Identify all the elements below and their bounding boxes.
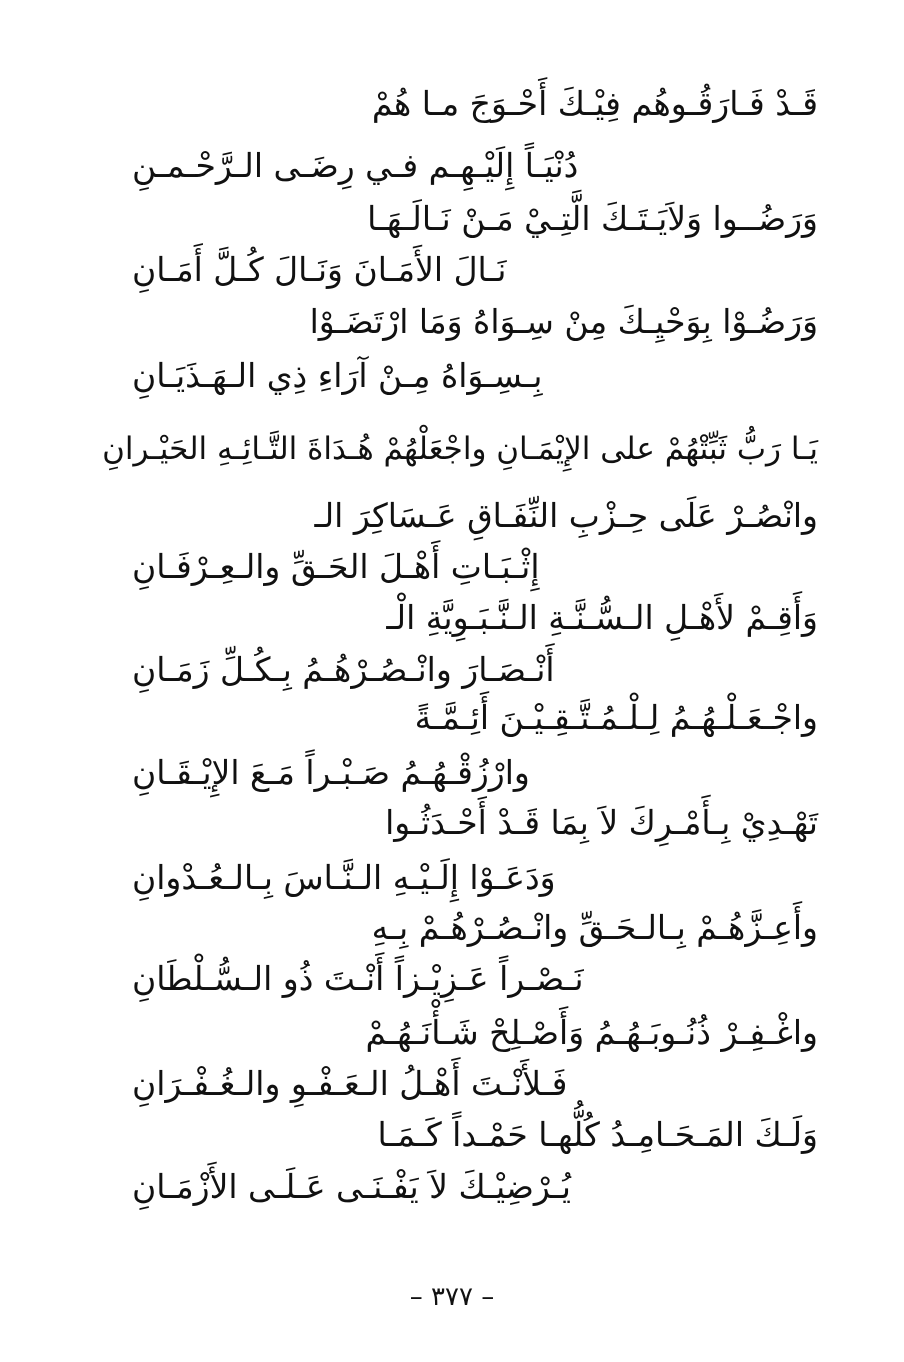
verse-line-15: وَدَعَـوْا إِلَـيْـهِ الـنَّـاسَ بِـالـعُـدْوانِ (132, 858, 556, 897)
verse-line-16: وأَعِـزَّهُـمْ بِـالـحَـقِّ وانْـصُـرْهُـمْ بِـهِ (371, 908, 818, 947)
verse-line-12: واجْـعَـلْـهُـمُ لِـلْـمُـتَّـقِـيْـنَ أَئِـمَّـةً (414, 698, 818, 737)
verse-line-14: تَهْـدِيْ بِـأَمْـرِكَ لاَ بِمَا قَـدْ أَحْـدَثُـوا (385, 803, 818, 842)
verse-line-4: نَـالَ الأَمَـانَ وَنَـالَ كُـلَّ أَمَـانِ (132, 250, 507, 289)
verse-line-8: وانْصُـرْ عَلَى حِـزْبِ النِّفَـاقِ عَـسَاكِرَ الـ (314, 496, 818, 535)
verse-line-9: إِثْـبَـاتِ أَهْـلَ الحَـقِّ والـعِـرْفَـانِ (132, 547, 540, 586)
verse-line-11: أَنْـصَـارَ وانْـصُـرْهُـمُ بِـكُـلِّ زَمَـانِ (132, 650, 555, 689)
verse-line-10: وَأَقِـمْ لأَهْـلِ الـسُّـنَّـةِ الـنَّـبَـوِيَّةِ الْـ (386, 598, 818, 637)
verse-line-5: وَرَضُـوْا بِوَحْيِـكَ مِنْ سِـوَاهُ وَمَا ارْتَضَـوْا (309, 302, 818, 341)
verse-line-20: وَلَـكَ المَـحَـامِـدُ كُلُّهـا حَمْـداً كَـمَـا (377, 1115, 818, 1154)
verse-line-3: وَرَضُــوا وَلاَيَـتَـكَ الَّتِـيْ مَـنْ نَـالَـهَـا (367, 199, 818, 238)
verse-line-7: يَـا رَبُّ ثَبِّتْهُمْ على الإِيْمَـانِ واجْعَلْهُمْ هُـدَاةَ التَّـائِـهِ الحَيْـرانِ (102, 431, 818, 467)
verse-line-19: فَـلأَنْـتَ أَهْـلُ الـعَـفْـوِ والـغُـفْـرَانِ (132, 1064, 568, 1103)
verse-line-18: واغْـفِـرْ ذُنُـوبَـهُـمُ وَأَصْـلِحْ شَـأْنَـهُـمْ (365, 1013, 818, 1052)
verse-line-13: وارْزُقْـهُـمُ صَـبْـراً مَـعَ الإِيْـقَـانِ (132, 753, 530, 792)
verse-line-1: قَـدْ فَـارَقُـوهُم فِيْـكَ أَحْـوَجَ مـا هُمْ (371, 84, 818, 123)
verse-line-2: دُنْيَـاً إِلَيْـهِـم فـي رِضَـى الـرَّحْـمـنِ (132, 146, 579, 185)
verse-line-6: بِـسِـوَاهُ مِـنْ آرَاءِ ذِي الـهَـذَيَـانِ (132, 356, 543, 395)
verse-line-17: نَـصْـراً عَـزِيْـزاً أَنْـتَ ذُو الـسُّـلْطَانِ (132, 959, 584, 998)
verse-line-21: يُـرْضِيْـكَ لاَ يَفْـنَـى عَـلَـى الأَزْمَـانِ (132, 1167, 571, 1206)
page-number: – ٣٧٧ – (409, 1282, 495, 1312)
